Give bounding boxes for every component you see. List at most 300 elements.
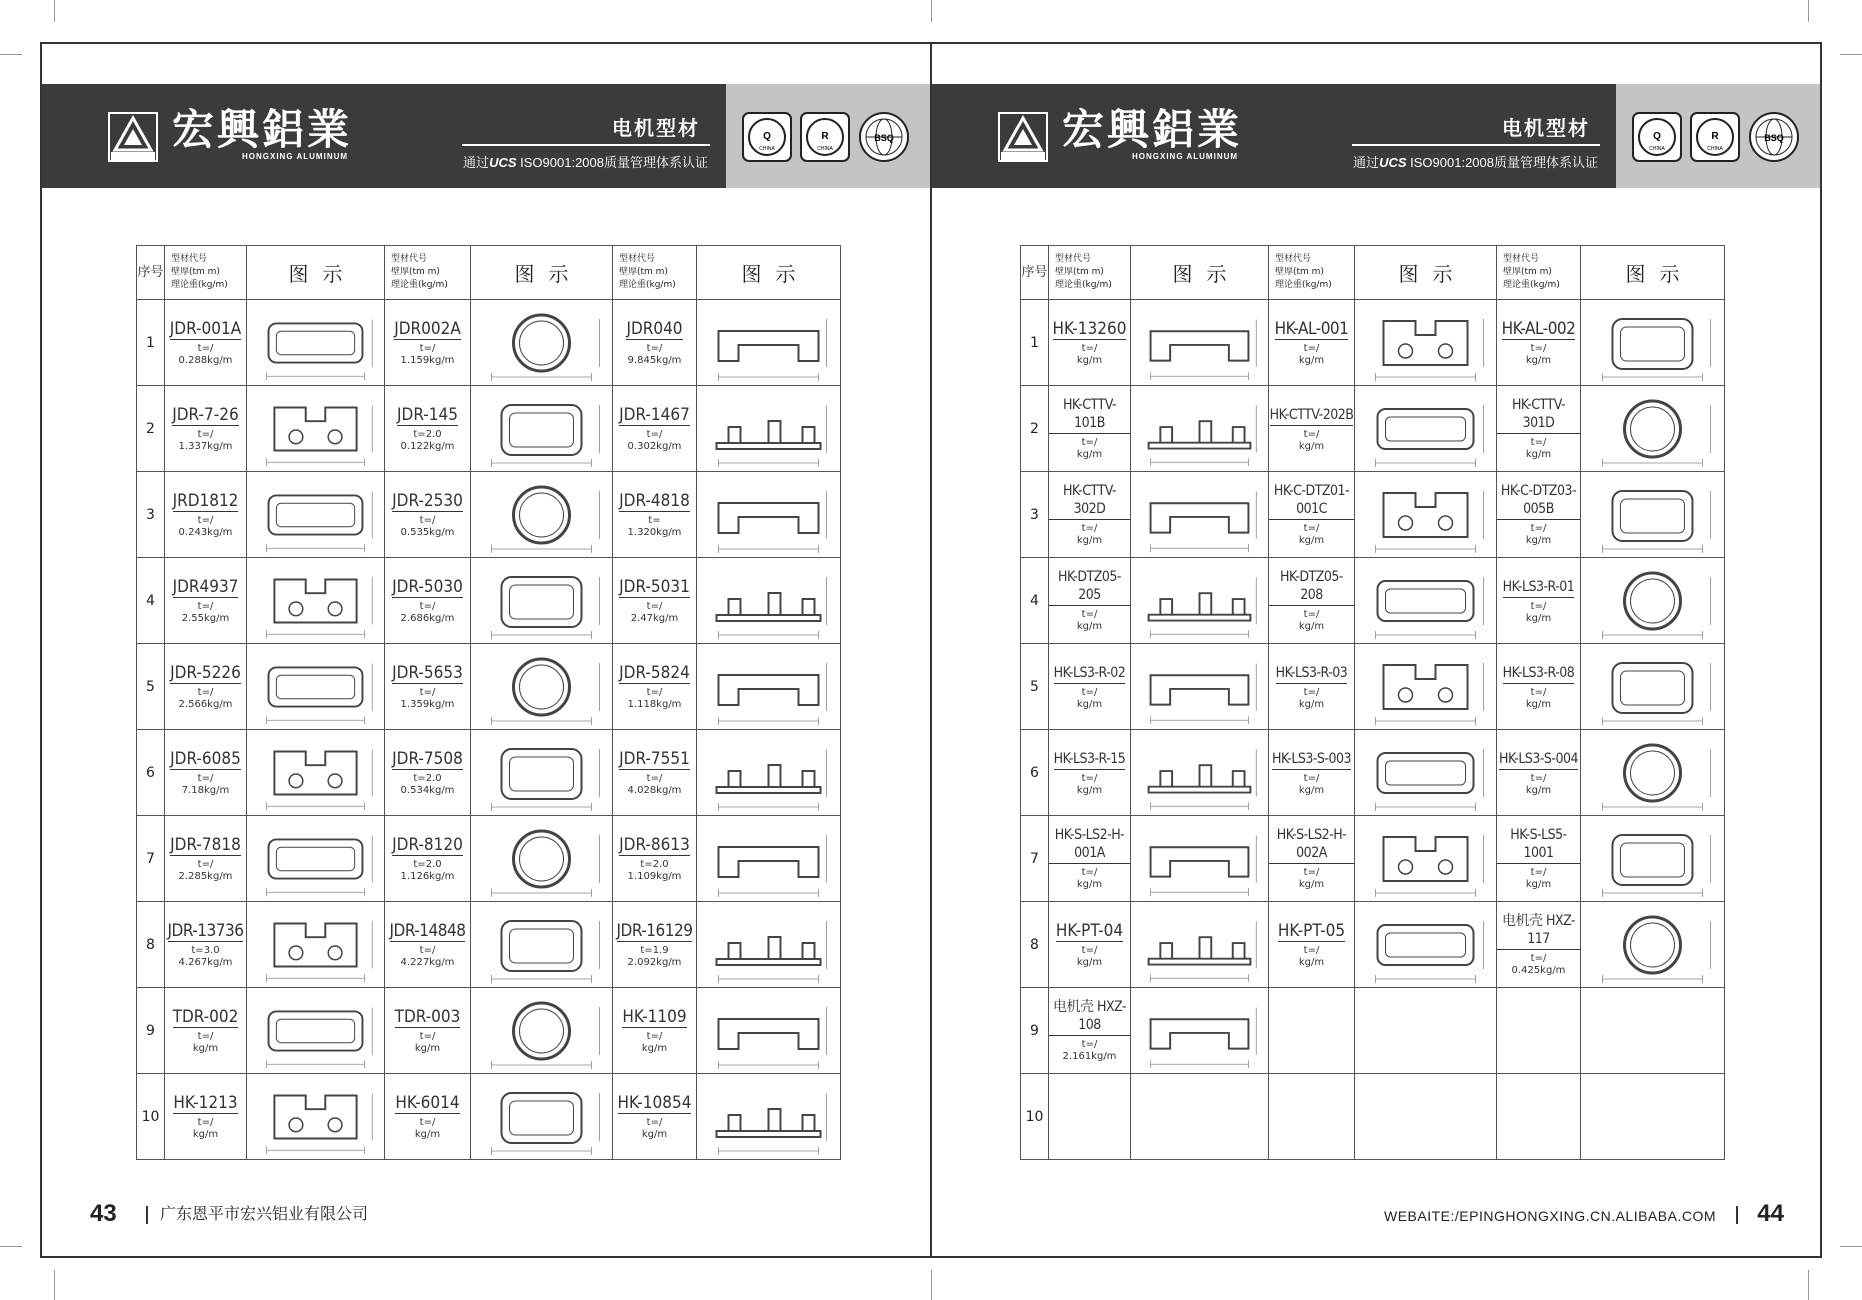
wall-thickness: t=/ (197, 600, 214, 612)
website-url: WEBAITE:/EPINGHONGXING.CN.ALIBABA.COM (1384, 1208, 1716, 1224)
profile-code: HK-LS3-S-004 (1499, 750, 1578, 770)
profile-cross-section-drawing (471, 559, 612, 643)
table-row (137, 988, 841, 1074)
profile-code: JDR-4818 (619, 490, 690, 511)
profile-drawing-cell (1581, 816, 1725, 902)
theoretical-weight: kg/m (192, 1128, 219, 1140)
profile-drawing-cell (1131, 300, 1269, 386)
profile-drawing-cell (1131, 816, 1269, 902)
profile-code: HK-C-DTZ01-001C (1269, 482, 1354, 520)
profile-code: HK-1213 (173, 1092, 238, 1113)
profile-drawing-cell (247, 816, 385, 902)
quality-cert-icon (1633, 113, 1681, 161)
profile-drawing-cell (471, 558, 613, 644)
wall-thickness: t=/ (197, 858, 214, 870)
wall-thickness: t=/ (646, 1116, 663, 1128)
profile-cross-section-drawing (247, 817, 384, 901)
theoretical-weight: 9.845kg/m (627, 354, 682, 366)
theoretical-weight: kg/m (1076, 449, 1103, 460)
profile-code: JDR-5824 (619, 662, 690, 683)
profile-spec-cell (1049, 644, 1131, 730)
wall-thickness: t=/ (1303, 609, 1320, 620)
profile-spec-cell (165, 386, 247, 472)
profile-code: HK-C-DTZ03-005B (1497, 482, 1580, 520)
profile-code: 电机壳 HXZ-117 (1497, 912, 1580, 950)
row-number: 4 (1021, 558, 1049, 644)
svg-text:R: R (821, 131, 829, 142)
wall-thickness: t=/ (419, 686, 436, 698)
theoretical-weight: kg/m (1076, 535, 1103, 546)
globe-cert-icon (1750, 113, 1798, 161)
col-header-code: 型材代号 壁厚(tm m) 理论重(kg/m) (1049, 246, 1131, 300)
theoretical-weight: 0.425kg/m (1511, 965, 1566, 976)
theoretical-weight: 1.126kg/m (400, 870, 455, 882)
profile-cross-section-drawing (697, 473, 840, 557)
profile-drawing-cell (1131, 902, 1269, 988)
profile-drawing-cell (1131, 558, 1269, 644)
profile-cross-section-drawing (471, 387, 612, 471)
profile-spec-cell (165, 300, 247, 386)
table-row (1021, 1074, 1725, 1160)
profile-code: HK-LS3-R-08 (1503, 664, 1575, 684)
row-number: 8 (137, 902, 165, 988)
profile-drawing-cell (471, 1074, 613, 1160)
wall-thickness: t=/ (1081, 342, 1098, 354)
profile-drawing-cell (1355, 472, 1497, 558)
row-number: 3 (137, 472, 165, 558)
table-row (137, 1074, 841, 1160)
wall-thickness: t=/ (646, 772, 663, 784)
profile-cross-section-drawing (471, 817, 612, 901)
wall-thickness: t=3.0 (191, 944, 220, 956)
profile-cross-section-drawing (1355, 731, 1496, 815)
row-number: 5 (137, 644, 165, 730)
profile-code: HK-LS3-R-02 (1054, 664, 1126, 684)
wall-thickness: t=/ (1530, 342, 1547, 354)
profile-cross-section-drawing (247, 731, 384, 815)
header-rule (1352, 144, 1600, 146)
table-row (137, 300, 841, 386)
profile-spec-cell (1049, 558, 1131, 644)
row-number: 9 (137, 988, 165, 1074)
profile-spec-cell (385, 816, 471, 902)
profile-code: HK-AL-002 (1501, 318, 1576, 339)
profile-spec-cell (1497, 1074, 1581, 1160)
profile-cross-section-drawing (471, 903, 612, 987)
profile-code: JDR-8120 (392, 834, 463, 855)
theoretical-weight: kg/m (1525, 449, 1552, 460)
brand-name-cn: 宏興鋁業 (1062, 105, 1243, 154)
col-header-code: 型材代号 壁厚(tm m) 理论重(kg/m) (385, 246, 471, 300)
table-row (137, 730, 841, 816)
row-number: 1 (137, 300, 165, 386)
profile-code: HK-S-LS2-H-002A (1269, 826, 1354, 864)
profile-code: JDR-7818 (170, 834, 241, 855)
profile-spec-cell (1497, 558, 1581, 644)
profile-drawing-cell (1355, 730, 1497, 816)
wall-thickness: t=/ (197, 772, 214, 784)
profile-code: JDR-2530 (392, 490, 463, 511)
profile-spec-cell (613, 1074, 697, 1160)
col-header-figure: 图示 (1131, 246, 1269, 300)
svg-text:BSQ: BSQ (874, 133, 894, 143)
wall-thickness: t=/ (197, 686, 214, 698)
profile-drawing-cell (1131, 1074, 1269, 1160)
catalog-page-left (40, 42, 931, 1258)
cert-prefix: 通过 (1353, 155, 1380, 170)
theoretical-weight: 7.18kg/m (181, 784, 230, 796)
crop-mark (54, 0, 55, 22)
profile-cross-section-drawing (471, 1075, 612, 1159)
profile-code: JDR-7508 (392, 748, 463, 769)
wall-thickness: t=/ (1530, 953, 1547, 964)
profile-code: HK-CTTV-302D (1049, 482, 1130, 520)
certification-icons (742, 112, 912, 164)
profile-spec-cell (165, 988, 247, 1074)
cert-mark: UCS (1379, 155, 1407, 170)
profile-spec-cell (1269, 816, 1355, 902)
profile-cross-section-drawing (1581, 559, 1724, 643)
col-header-figure: 图示 (471, 246, 613, 300)
theoretical-weight: kg/m (1298, 535, 1325, 546)
wall-thickness: t=/ (419, 1030, 436, 1042)
profile-cross-section-drawing (1355, 301, 1496, 385)
row-number: 5 (1021, 644, 1049, 730)
col-header-figure: 图示 (1355, 246, 1497, 300)
profile-cross-section-drawing (1581, 473, 1724, 557)
row-number: 4 (137, 558, 165, 644)
wall-thickness: t=2.0 (640, 858, 669, 870)
theoretical-weight: 0.243kg/m (178, 526, 233, 538)
company-name: 广东恩平市宏兴铝业有限公司 (160, 1206, 369, 1223)
crop-mark (1808, 0, 1809, 22)
theoretical-weight: 2.566kg/m (178, 698, 233, 710)
profile-drawing-cell (1581, 988, 1725, 1074)
wall-thickness: t=/ (1081, 687, 1098, 698)
page-header (932, 84, 1820, 188)
wall-thickness: t=/ (197, 1030, 214, 1042)
wall-thickness: t=/ (1303, 773, 1320, 784)
profile-drawing-cell (471, 386, 613, 472)
crop-mark (0, 54, 22, 55)
profile-drawing-cell (471, 472, 613, 558)
theoretical-weight: kg/m (414, 1042, 441, 1054)
profile-spec-cell (1049, 730, 1131, 816)
profile-drawing-cell (471, 816, 613, 902)
profile-code: JDR-5031 (619, 576, 690, 597)
profile-cross-section-drawing (1355, 645, 1496, 729)
profile-drawing-cell (1581, 644, 1725, 730)
wall-thickness: t=/ (1081, 523, 1098, 534)
theoretical-weight: kg/m (1298, 621, 1325, 632)
svg-text:CHINA: CHINA (1707, 146, 1723, 152)
profile-spec-cell (613, 644, 697, 730)
profile-spec-cell (1269, 644, 1355, 730)
wall-thickness: t=/ (1530, 523, 1547, 534)
crop-mark (1808, 1270, 1809, 1300)
profile-drawing-cell (1581, 902, 1725, 988)
profile-drawing-cell (1581, 730, 1725, 816)
profile-code: HK-DTZ05-208 (1269, 568, 1354, 606)
profile-code: JDR-14848 (389, 920, 466, 941)
theoretical-weight: 2.092kg/m (627, 956, 682, 968)
profile-spec-cell (385, 730, 471, 816)
footer-separator (1736, 1206, 1738, 1224)
wall-thickness: t=/ (1303, 687, 1320, 698)
profile-drawing-cell (697, 1074, 841, 1160)
col-header-seq: 序号 (137, 246, 165, 300)
wall-thickness: t=/ (1530, 437, 1547, 448)
profile-spec-cell (1269, 902, 1355, 988)
profile-code: JDR-16129 (616, 920, 693, 941)
profile-spec-cell (1269, 730, 1355, 816)
profile-drawing-cell (697, 644, 841, 730)
row-number: 2 (137, 386, 165, 472)
page-header (42, 84, 930, 188)
profile-spec-cell (165, 1074, 247, 1160)
profile-code: JDR-6085 (170, 748, 241, 769)
profile-cross-section-drawing (471, 731, 612, 815)
profile-drawing-cell (471, 730, 613, 816)
header-rule (462, 144, 710, 146)
profile-cross-section-drawing (1131, 645, 1268, 729)
profile-cross-section-drawing (247, 903, 384, 987)
profile-drawing-cell (247, 386, 385, 472)
registered-cert-icon (1691, 113, 1739, 161)
profile-spec-cell (165, 816, 247, 902)
cert-prefix: 通过 (463, 155, 490, 170)
profile-drawing-cell (1581, 386, 1725, 472)
profile-spec-cell (1497, 644, 1581, 730)
theoretical-weight: 1.118kg/m (627, 698, 682, 710)
profile-cross-section-drawing (1355, 387, 1496, 471)
profile-code: JDR040 (626, 318, 683, 339)
profile-spec-cell (385, 386, 471, 472)
wall-thickness: t=2.0 (413, 858, 442, 870)
profile-spec-cell (1049, 816, 1131, 902)
profile-code: JDR-5030 (392, 576, 463, 597)
cert-mark: UCS (489, 155, 517, 170)
crop-mark (54, 1270, 55, 1300)
wall-thickness: t= (648, 514, 661, 526)
wall-thickness: t=/ (1303, 523, 1320, 534)
hongxing-logo-icon (108, 112, 158, 162)
wall-thickness: t=/ (1081, 773, 1098, 784)
theoretical-weight: 2.686kg/m (400, 612, 455, 624)
svg-text:Q: Q (1653, 131, 1661, 142)
brand-name-cn: 宏興鋁業 (172, 105, 353, 154)
table-row (1021, 386, 1725, 472)
wall-thickness: t=2.0 (413, 428, 442, 440)
wall-thickness: t=/ (1530, 687, 1547, 698)
wall-thickness: t=/ (1303, 342, 1320, 354)
table-row (137, 386, 841, 472)
profile-drawing-cell (247, 558, 385, 644)
profile-cross-section-drawing (1131, 387, 1268, 471)
profile-cross-section-drawing (247, 645, 384, 729)
profile-code: HK-13260 (1052, 318, 1127, 339)
theoretical-weight: kg/m (1298, 879, 1325, 890)
profile-code: JDR-8613 (619, 834, 690, 855)
profile-spec-cell (1049, 386, 1131, 472)
row-number: 6 (137, 730, 165, 816)
profile-drawing-cell (247, 1074, 385, 1160)
theoretical-weight: kg/m (1525, 699, 1552, 710)
profile-code: HK-CTTV-202B (1270, 406, 1354, 426)
profile-spec-cell (1049, 1074, 1131, 1160)
profile-cross-section-drawing (471, 989, 612, 1073)
footer-separator (146, 1206, 148, 1224)
theoretical-weight: 4.028kg/m (627, 784, 682, 796)
profile-drawing-cell (697, 902, 841, 988)
theoretical-weight: 1.109kg/m (627, 870, 682, 882)
theoretical-weight: 0.288kg/m (178, 354, 233, 366)
theoretical-weight: 2.55kg/m (181, 612, 230, 624)
profile-spec-cell (165, 558, 247, 644)
svg-text:R: R (1711, 131, 1719, 142)
cert-rest: ISO9001:2008质量管理体系认证 (1410, 155, 1598, 170)
wall-thickness: t=/ (646, 342, 663, 354)
profile-drawing-cell (247, 730, 385, 816)
profile-drawing-cell (1581, 558, 1725, 644)
profile-table-right (1020, 245, 1725, 1160)
profile-spec-cell (1269, 472, 1355, 558)
profile-cross-section-drawing (471, 301, 612, 385)
profile-code: HK-10854 (617, 1092, 692, 1113)
col-header-code: 型材代号 壁厚(tm m) 理论重(kg/m) (165, 246, 247, 300)
theoretical-weight: kg/m (1525, 613, 1552, 624)
theoretical-weight: kg/m (1076, 354, 1103, 366)
profile-spec-cell (1269, 988, 1355, 1074)
row-number: 7 (137, 816, 165, 902)
theoretical-weight: kg/m (1298, 699, 1325, 710)
certification-text (1353, 152, 1598, 171)
profile-drawing-cell (1131, 386, 1269, 472)
svg-text:Q: Q (763, 131, 771, 142)
theoretical-weight: kg/m (1076, 879, 1103, 890)
profile-code: TDR-003 (394, 1006, 461, 1027)
svg-text:BSQ: BSQ (1764, 133, 1784, 143)
crop-mark (931, 1270, 932, 1300)
col-header-figure: 图示 (697, 246, 841, 300)
certification-icons (1632, 112, 1802, 164)
profile-spec-cell (1049, 988, 1131, 1074)
profile-drawing-cell (247, 644, 385, 730)
profile-code: JDR002A (394, 318, 461, 339)
profile-spec-cell (613, 472, 697, 558)
wall-thickness: t=/ (419, 944, 436, 956)
theoretical-weight: 0.302kg/m (627, 440, 682, 452)
wall-thickness: t=/ (197, 1116, 214, 1128)
wall-thickness: t=/ (197, 428, 214, 440)
profile-code: HK-PT-04 (1055, 920, 1124, 941)
profile-cross-section-drawing (1355, 473, 1496, 557)
profile-spec-cell (1269, 558, 1355, 644)
profile-drawing-cell (1355, 644, 1497, 730)
table-row (137, 644, 841, 730)
profile-code: HK-PT-05 (1277, 920, 1346, 941)
brand-name-en: HONGXING ALUMINUM (1132, 152, 1239, 161)
profile-spec-cell (385, 300, 471, 386)
theoretical-weight: 0.534kg/m (400, 784, 455, 796)
profile-cross-section-drawing (1581, 903, 1724, 987)
registered-cert-icon (801, 113, 849, 161)
profile-drawing-cell (1355, 558, 1497, 644)
profile-spec-cell (1497, 300, 1581, 386)
profile-spec-cell (385, 644, 471, 730)
profile-drawing-cell (1131, 472, 1269, 558)
wall-thickness: t=/ (1081, 609, 1098, 620)
profile-spec-cell (165, 730, 247, 816)
profile-spec-cell (1269, 1074, 1355, 1160)
profile-code: HK-CTTV-101B (1049, 396, 1130, 434)
profile-cross-section-drawing (1131, 903, 1268, 987)
wall-thickness: t=/ (646, 1030, 663, 1042)
profile-code: HK-DTZ05-205 (1049, 568, 1130, 606)
profile-cross-section-drawing (247, 301, 384, 385)
profile-cross-section-drawing (1131, 989, 1268, 1073)
table-row (1021, 472, 1725, 558)
profile-cross-section-drawing (1581, 387, 1724, 471)
table-row (1021, 644, 1725, 730)
table-row (137, 472, 841, 558)
profile-spec-cell (1497, 988, 1581, 1074)
profile-spec-cell (1049, 902, 1131, 988)
profile-drawing-cell (1355, 300, 1497, 386)
theoretical-weight: 1.359kg/m (400, 698, 455, 710)
theoretical-weight: kg/m (1525, 535, 1552, 546)
page-number: 43 (90, 1200, 117, 1227)
profile-spec-cell (165, 644, 247, 730)
wall-thickness: t=/ (419, 514, 436, 526)
profile-cross-section-drawing (471, 473, 612, 557)
table-row (137, 558, 841, 644)
wall-thickness: t=/ (646, 428, 663, 440)
theoretical-weight: kg/m (1076, 785, 1103, 796)
hongxing-logo-icon (998, 112, 1048, 162)
profile-cross-section-drawing (697, 731, 840, 815)
profile-drawing-cell (1581, 300, 1725, 386)
table-row (1021, 558, 1725, 644)
profile-cross-section-drawing (1581, 301, 1724, 385)
table-row (1021, 730, 1725, 816)
profile-cross-section-drawing (697, 989, 840, 1073)
col-header-code: 型材代号 壁厚(tm m) 理论重(kg/m) (613, 246, 697, 300)
theoretical-weight: 2.285kg/m (178, 870, 233, 882)
profile-drawing-cell (1355, 816, 1497, 902)
profile-cross-section-drawing (247, 473, 384, 557)
profile-spec-cell (165, 472, 247, 558)
profile-drawing-cell (471, 902, 613, 988)
profile-cross-section-drawing (1131, 473, 1268, 557)
crop-mark (1840, 1246, 1862, 1247)
col-header-figure: 图示 (247, 246, 385, 300)
profile-cross-section-drawing (1355, 903, 1496, 987)
table-row (1021, 902, 1725, 988)
profile-spec-cell (613, 300, 697, 386)
profile-drawing-cell (697, 472, 841, 558)
profile-drawing-cell (1355, 1074, 1497, 1160)
category-title: 电机型材 (1502, 116, 1590, 140)
crop-mark (0, 1246, 22, 1247)
theoretical-weight: kg/m (192, 1042, 219, 1054)
category-title: 电机型材 (612, 116, 700, 140)
profile-cross-section-drawing (697, 1075, 840, 1159)
profile-drawing-cell (247, 988, 385, 1074)
row-number: 9 (1021, 988, 1049, 1074)
profile-code: HK-LS3-S-003 (1272, 750, 1351, 770)
wall-thickness: t=/ (1081, 437, 1098, 448)
